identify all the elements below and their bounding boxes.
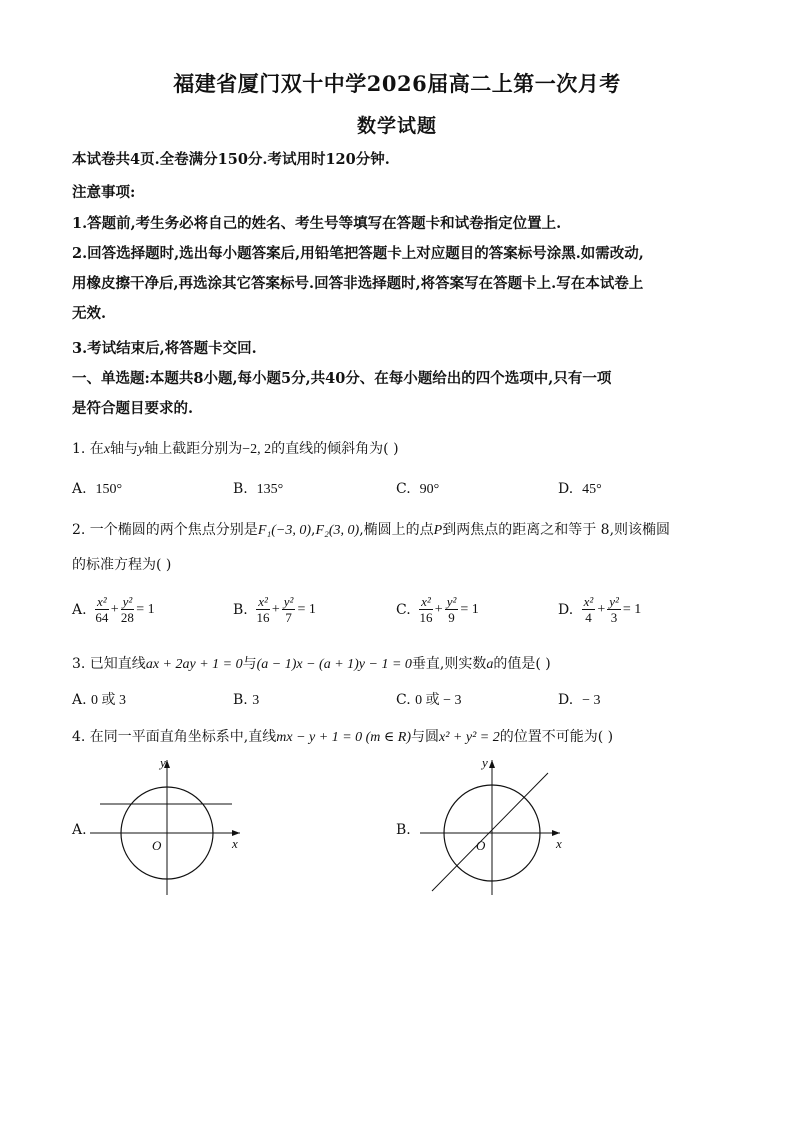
- q3-text: 与: [242, 656, 257, 672]
- x-axis-label: x: [556, 836, 562, 851]
- intro-line: 本试卷共4页.全卷满分150分.考试用时120分钟.: [72, 151, 390, 168]
- q3-option-d[interactable]: D. − 3: [558, 692, 601, 708]
- y-axis-arrow-icon: [489, 760, 495, 768]
- q1-var-x: x: [103, 442, 111, 457]
- q3-line-2: (a − 1)x − (a + 1)y − 1 = 0: [256, 657, 412, 672]
- q4-figure-a[interactable]: [90, 755, 260, 895]
- q1-option-d[interactable]: D. 45°: [558, 481, 602, 497]
- q3-option-a[interactable]: A. 0 或 3: [72, 692, 127, 708]
- q3-text: 垂直,则实数: [411, 656, 487, 672]
- q4-text: 的位置不可能为( ): [499, 729, 614, 745]
- q2-focus-1: F₁(−3, 0): [257, 523, 312, 538]
- question-1: [72, 439, 732, 460]
- exam-title: 福建省厦门双十中学2026届高二上第一次月考: [173, 71, 621, 96]
- q1-var-y: y: [138, 442, 145, 457]
- notice-2b: 用橡皮擦干净后,再选涂其它答案标号.回答非选择题时,将答案写在答题卡上.写在本试卷上: [72, 275, 644, 292]
- section-heading-b: 是符合题目要求的.: [72, 400, 194, 417]
- q1-text: 轴与: [110, 441, 139, 457]
- q4-line: mx − y + 1 = 0 (m ∈ R): [276, 730, 411, 745]
- q1-text: 的直线的倾斜角为( ): [271, 441, 399, 457]
- q2-text: 2. 一个椭圆的两个焦点分别是: [72, 522, 258, 538]
- q2-option-c[interactable]: C. $\frac{\text{x²}}{16}$ + $\frac{\text{y²}}{9}$ = 1: [396, 594, 479, 625]
- notice-title: 注意事项:: [72, 184, 136, 201]
- q1-intercepts: −2, 2: [242, 442, 272, 457]
- question-2: [72, 520, 732, 541]
- y-axis-label: y: [160, 755, 166, 770]
- q1-option-c[interactable]: C. 90°: [396, 481, 440, 497]
- q3-option-b[interactable]: B. 3: [233, 692, 260, 708]
- q2-text: ,: [311, 522, 316, 538]
- notice-3: 3.考试结束后,将答题卡交回.: [72, 340, 257, 357]
- q1-text: 轴上截距分别为: [144, 441, 243, 457]
- section-heading-a: 一、单选题:本题共8小题,每小题5分,共40分、在每小题给出的四个选项中,只有一项: [72, 370, 612, 387]
- y-axis-label: y: [482, 755, 488, 770]
- notice-1: 1.答题前,考生务必将自己的姓名、考生号等填写在答题卡和试卷指定位置上.: [72, 215, 562, 232]
- question-4: [72, 727, 732, 748]
- q1-text: 1. 在: [72, 441, 104, 457]
- q3-line-1: ax + 2ay + 1 = 0: [145, 657, 243, 672]
- q2-text: ,椭圆上的点: [359, 522, 434, 538]
- q4-text: 与圆: [411, 729, 439, 745]
- notice-2c: 无效.: [72, 305, 107, 322]
- q4-option-b-label[interactable]: B.: [396, 822, 411, 838]
- q2-point: P: [433, 523, 443, 538]
- q2-option-d[interactable]: D. $\frac{\text{x²}}{4}$ + $\frac{\text{y²}}{3}$ = 1: [558, 594, 642, 625]
- question-2-cont: 的标准方程为( ): [72, 557, 172, 573]
- x-axis-label: x: [232, 836, 238, 851]
- q3-text: 的值是( ): [493, 656, 551, 672]
- q3-var-a: a: [486, 657, 494, 672]
- notice-2a: 2.回答选择题时,选出每小题答案后,用铅笔把答题卡上对应题目的答案标号涂黑.如需改动,: [72, 245, 644, 262]
- q2-focus-2: F₂(3, 0): [315, 523, 360, 538]
- origin-label: O: [476, 838, 486, 853]
- origin-label: O: [152, 838, 162, 853]
- q4-text: 4. 在同一平面直角坐标系中,直线: [72, 729, 277, 745]
- q4-option-a-label[interactable]: A.: [72, 822, 87, 838]
- q2-text: 到两焦点的距离之和等于 8,则该椭圆: [442, 522, 671, 538]
- q2-option-a[interactable]: A. $\frac{\text{x²}}{64}$ + $\frac{\text{y²}}{28}$ = 1: [72, 594, 155, 625]
- q3-option-c[interactable]: C. 0 或 − 3: [396, 692, 462, 708]
- q3-text: 3. 已知直线: [72, 656, 146, 672]
- q4-figure-b[interactable]: [420, 755, 590, 895]
- q4-circle: x² + y² = 2: [439, 730, 500, 745]
- question-3: [72, 654, 732, 675]
- q2-option-b[interactable]: B. $\frac{\text{x²}}{16}$ + $\frac{\text{y²}}{7}$ = 1: [233, 594, 316, 625]
- exam-subtitle: 数学试题: [356, 115, 437, 137]
- line: [432, 773, 548, 891]
- q1-option-a[interactable]: A. 150°: [72, 481, 123, 497]
- q1-option-b[interactable]: B. 135°: [233, 481, 284, 497]
